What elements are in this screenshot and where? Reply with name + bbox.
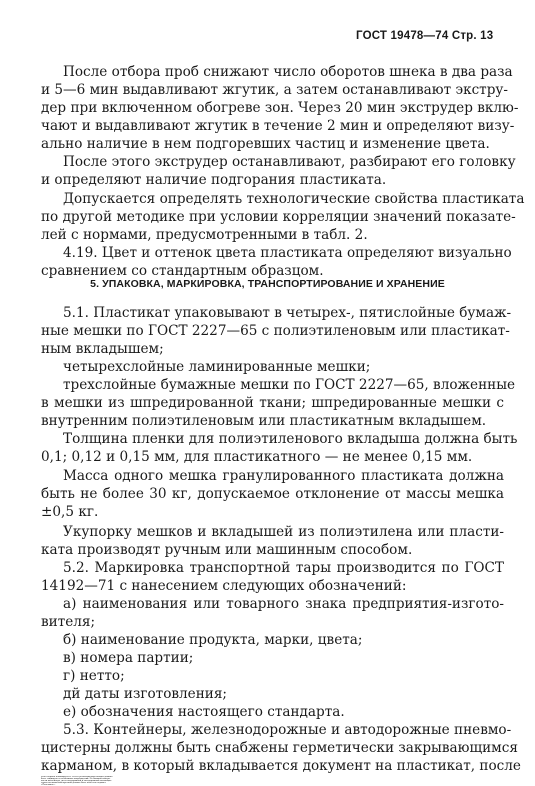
text-line: в мешки из шпредированной ткани; шпредированные мешки с xyxy=(41,395,504,411)
text-line: вителя; xyxy=(41,614,96,630)
text-line: по другой методике при условии корреляции значений показате- xyxy=(41,209,516,225)
text-line: Толщина пленки для полиэтиленового вкладыша должна быть xyxy=(63,431,518,447)
text-line: ±0,5 кг. xyxy=(41,504,99,520)
text-line: карманом, в который вкладывается документ на пластикат, после xyxy=(41,758,521,774)
text-line: е) обозначения настоящего стандарта. xyxy=(63,704,345,720)
text-line: 5.3. Контейнеры, железнодорожные и автодорожные пневмо- xyxy=(63,722,512,738)
text-line: четырехслойные ламинированные мешки; xyxy=(63,359,371,375)
text-line: быть защищено от возможных повреждений. На боковой поверх- xyxy=(41,778,111,780)
text-line: в) номера партии; xyxy=(63,650,194,666)
text-line: После отбора проб снижают число оборотов шнека в два раза xyxy=(63,64,513,80)
page-header: ГОСТ 19478—74 Стр. 13 xyxy=(356,30,494,42)
text-line: а) наименования или товарного знака предприятия-изгото- xyxy=(63,596,504,612)
text-line: Укупорку мешков и вкладышей из полиэтилена или пласти- xyxy=(63,524,504,540)
text-line: 5.1. Пластикат упаковывают в четырех-, пятислойные бумаж- xyxy=(63,305,512,321)
text-line: ным вкладышем; xyxy=(41,341,164,357)
continuation-text xyxy=(41,776,504,785)
text-line: дер при включенном обогреве зон. Через 20 мин экструдер вклю- xyxy=(41,100,519,116)
text-line: лей с нормами, предусмотренными в табл. 2. xyxy=(41,227,368,243)
text-line: и определяют наличие подгорания пластиката. xyxy=(41,172,387,188)
text-line: б) наименование продукта, марки, цвета; xyxy=(63,632,363,648)
text-line: 5.2. Маркировка транспортной тары производится по ГОСТ xyxy=(63,560,504,576)
text-line: ката производят ручным или машинным способом. xyxy=(41,542,413,558)
text-line: г) нетто; xyxy=(63,668,125,684)
text-line: Масса одного мешка гранулированного пластиката должна xyxy=(63,468,504,484)
text-line: «Пластикат». xyxy=(41,784,56,785)
text-line: трехслойные бумажные мешки по ГОСТ 2227—65, вложенные xyxy=(63,377,516,393)
text-line: терны несмываемой краской должна быть нанесена надпись xyxy=(41,782,106,784)
text-line: внутренним полиэтиленовым или пластикатным вкладышем. xyxy=(41,413,487,429)
text-line: Допускается определять технологические свойства пластиката xyxy=(63,191,525,207)
text-line: 14192—71 с нанесением следующих обозначений: xyxy=(41,578,407,594)
text-line: дй даты изготовления; xyxy=(63,686,227,702)
text-line: 4.19. Цвет и оттенок цвета пластиката определяют визуально xyxy=(63,245,512,261)
text-line: цистерны должны быть снабжены герметически закрывающимся xyxy=(41,740,518,756)
text-line: и 5—6 мин выдавливают жгутик, а затем останавливают экстру- xyxy=(41,82,508,98)
text-line: быть не более 30 кг, допускаемое отклонение от массы мешка xyxy=(41,486,504,502)
text-line: сравнением со стандартным образцом. xyxy=(41,263,324,279)
section-title: 5. УПАКОВКА, МАРКИРОВКА, ТРАНСПОРТИРОВАНИЕ И ХРАНЕНИЕ xyxy=(90,278,445,290)
text-line: чают и выдавливают жгутик в течение 2 мин и определяют визу- xyxy=(41,118,515,134)
text-line: этого карман пломбируется. Место расположения пломбы должно xyxy=(41,776,113,778)
text-line: 0,1; 0,12 и 0,15 мм, для пластикатного — не менее 0,15 мм. xyxy=(41,449,473,465)
text-line: ально наличие в нем подгоревших частиц и изменение цвета. xyxy=(41,136,490,152)
text-line: ные мешки по ГОСТ 2227—65 с полиэтиленовым или пластикат- xyxy=(41,323,510,339)
text-line: После этого экструдер останавливают, разбирают его головку xyxy=(63,154,516,170)
text-line: ности контейнера, железнодорожной и автодорожной пневмоцис- xyxy=(41,780,112,782)
